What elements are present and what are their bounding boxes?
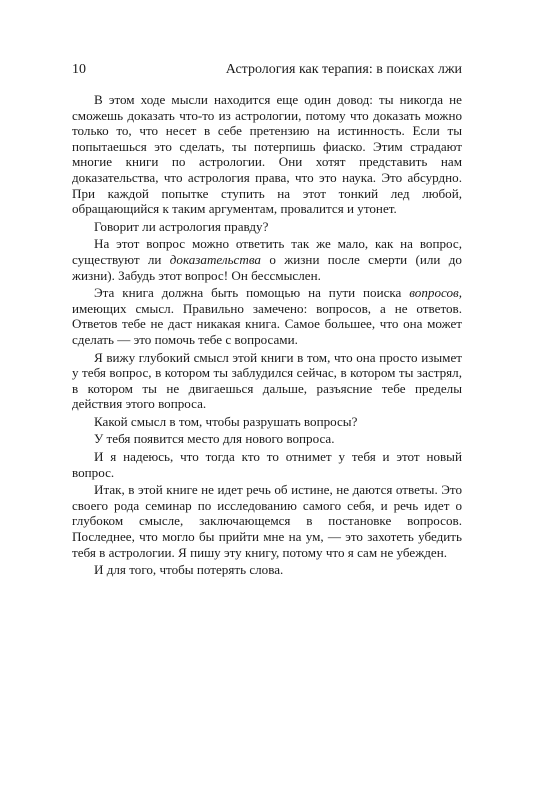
running-title: Астрология как терапия: в поисках лжи — [225, 62, 462, 77]
paragraph: Я вижу глубокий смысл этой книги в том, что она просто изымет у тебя вопрос, в котором ты заблудился сейчас, в котором ты застрял, в котором ты не двигаешься дальше, разъясние тебе пределы действия этого вопроса. — [72, 349, 462, 412]
page-header — [72, 60, 462, 80]
page-number: 10 — [72, 62, 86, 77]
paragraph: Какой смысл в том, чтобы разрушать вопросы? — [94, 413, 358, 429]
paragraph: Эта книга должна быть помощью на пути поиска вопросов, имеющих смысл. Правильно замечено: вопросов, а не ответов. Ответов тебе не даст никакая книга. Самое большее, что она может сделать — это помочь тебе с вопросами. — [72, 285, 462, 347]
paragraph: У тебя появится место для нового вопроса. — [94, 431, 335, 447]
body-text — [72, 92, 462, 580]
emphasis: вопросов, — [409, 285, 462, 301]
paragraph: Итак, в этой книге не идет речь об истине, не даются ответы. Это своего рода семинар по исследованию самого себя, и речь идет о глубоком смысле, заключающемся в постановке вопросов. Последнее, что могло бы прийти мне на ум, — это захотеть убедить тебя в астрологии. Я пишу эту книгу, потому что я сам не убежден. — [72, 482, 462, 560]
paragraph: На этот вопрос можно ответить так же мало, как на вопрос, существуют ли доказательства о жизни после смерти (или до жизни). Забудь этот вопрос! Он бессмыслен. — [72, 236, 462, 283]
emphasis: доказательства — [169, 251, 261, 267]
paragraph: В этом ходе мысли находится еще один довод: ты никогда не сможешь доказать что-то из астрологии, потому что доказать можно только то, что несет в себе претензию на истинность. Если ты попытаешься это сделать, ты потерпишь фиаско. Этим страдают многие книги по астрологии. Они хотят представить нам доказательства, что астрология права, что это наука. Это абсурдно. При каждой попытке ступить на этот тонкий лед любой, обращающийся к таким аргументам, провалится и утонет. — [72, 92, 462, 217]
paragraph: И я надеюсь, что тогда кто то отнимет у тебя и этот новый вопрос. — [72, 449, 462, 480]
paragraph: И для того, чтобы потерять слова. — [94, 562, 284, 578]
paragraph: Говорит ли астрология правду? — [94, 218, 269, 234]
